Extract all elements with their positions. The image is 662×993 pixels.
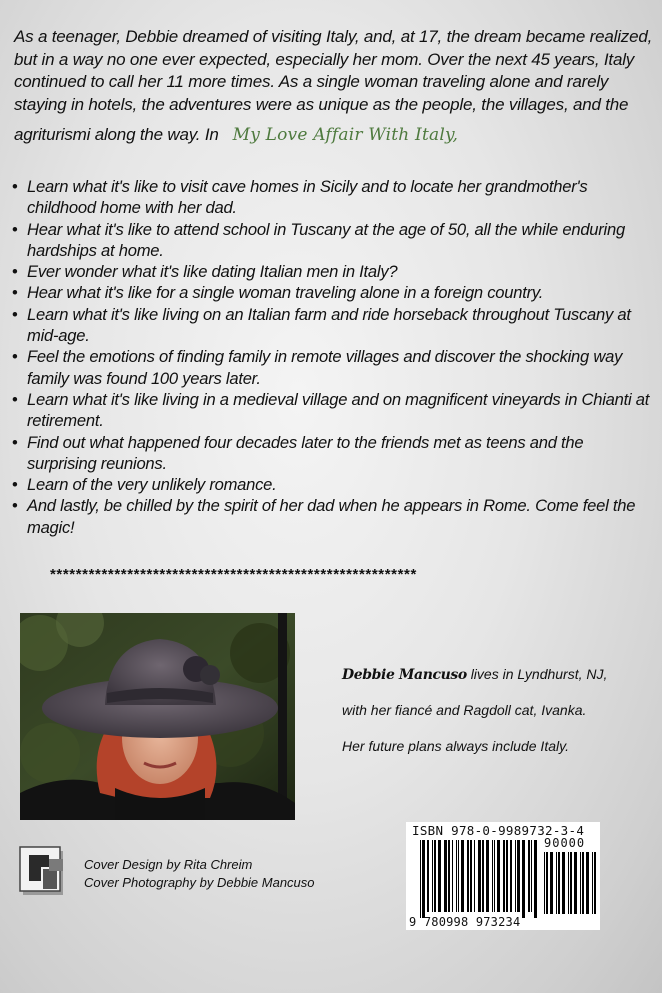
barcode-bar [522, 840, 525, 918]
barcode-bar [434, 840, 436, 912]
barcode-bar [474, 840, 475, 912]
barcode-addon-digits: 90000 [544, 836, 586, 850]
barcode-bar [456, 840, 457, 912]
barcode-bar [580, 852, 581, 914]
isbn-barcode [406, 822, 600, 930]
barcode-bar [438, 840, 441, 912]
barcode-bar [458, 840, 459, 912]
publisher-logo-icon [19, 841, 75, 897]
bullet-item: • Find out what happened four decades later to the friends met as teens and the surprising reunions. [12, 432, 652, 475]
bullet-item: • Feel the emotions of finding family in remote villages and discover the shocking way family was found 100 years later. [12, 346, 652, 389]
barcode-bar [422, 840, 425, 918]
barcode-bar [470, 840, 472, 912]
cover-photo-credit: Cover Photography by Debbie Mancuso [84, 875, 315, 890]
barcode-bar [420, 840, 421, 918]
barcode-bar [528, 840, 530, 912]
blurb-title-line [14, 124, 654, 147]
barcode-bar [503, 840, 505, 912]
blurb-line: staying in hotels, the adventures were as unique as the people, the villages, and the [14, 94, 629, 114]
barcode-bar [432, 840, 433, 912]
barcode-bar [544, 852, 545, 914]
barcode-bar [558, 852, 560, 914]
barcode-bar [444, 840, 447, 912]
bullet-item: • Hear what it's like for a single woman traveling alone in a foreign country. [12, 282, 652, 303]
barcode-bar [570, 852, 572, 914]
barcode-bar [568, 852, 569, 914]
cover-design-credit: Cover Design by Rita Chreim [84, 857, 253, 872]
bullet-item: • Learn what it's like to visit cave homes in Sicily and to locate her grandmother's childhood home with her dad. [12, 176, 652, 219]
isbn-label: ISBN 978-0-9989732-3-4 [412, 823, 585, 838]
barcode-bar [594, 852, 596, 914]
barcode-bar [574, 852, 577, 914]
barcode-bar [586, 852, 589, 914]
barcode-bar [562, 852, 565, 914]
barcode-bar [506, 840, 508, 912]
barcode-bar [461, 840, 464, 912]
barcode-bar [494, 840, 495, 912]
book-title: My Love Affair With Italy, [232, 125, 459, 145]
barcode-bar [550, 852, 553, 914]
bio-line: Her future plans always include Italy. [342, 738, 569, 754]
author-name: Debbie Mancuso [342, 667, 467, 683]
barcode-bar [486, 840, 489, 912]
barcode-bar [531, 840, 532, 912]
barcode-bar [582, 852, 584, 914]
barcode-bar [592, 852, 593, 914]
bullet-item: • Hear what it's like to attend school in Tuscany at the age of 50, all the while enduring hardships at home. [12, 219, 652, 262]
barcode-bar [515, 840, 516, 912]
barcode-bar [427, 840, 429, 912]
barcode-bar [517, 840, 520, 912]
barcode-bar [452, 840, 453, 912]
blurb-line: continued to call her 11 more times. As a single woman traveling alone and rarely [14, 72, 609, 91]
bio-line: with her fiancé and Ragdoll cat, Ivanka. [342, 702, 587, 718]
barcode-bar [510, 840, 512, 912]
bullet-item: • Ever wonder what it's like dating Italian men in Italy? [12, 261, 652, 282]
barcode-ean-digits: 9 780998 973234 [409, 915, 521, 929]
barcode-bar [478, 840, 481, 912]
barcode-bar [556, 852, 557, 914]
bullet-item: • Learn what it's like living on an Italian farm and ride horseback throughout Tuscany at mid-age. [12, 304, 652, 347]
barcode-bar [448, 840, 450, 912]
author-portrait-image [20, 613, 295, 820]
blurb-line: As a teenager, Debbie dreamed of visiting Italy, and, at 17, the dream became realized, [14, 27, 653, 46]
barcode-bar [497, 840, 500, 912]
barcode-bar [534, 840, 537, 918]
blurb-line: but in a way no one ever expected, especially her mom. Over the next 45 years, Italy [14, 49, 635, 69]
blurb-line: agriturismi along the way. In [14, 125, 219, 144]
bullet-item: • Learn what it's like living in a medieval village and on magnificent vineyards in Chianti at retirement. [12, 389, 652, 432]
barcode-bar [546, 852, 548, 914]
bio-line: lives in Lyndhurst, NJ, [470, 666, 608, 682]
author-photo [20, 613, 295, 820]
bullet-item: • And lastly, be chilled by the spirit of her dad when he appears in Rome. Come feel the magic! [12, 495, 652, 538]
bullet-item: • Learn of the very unlikely romance. [12, 474, 652, 495]
barcode-bar [467, 840, 469, 912]
asterisk-divider: ********************************************************* [50, 566, 417, 583]
back-cover-blurb [14, 26, 654, 147]
feature-bullet-list [12, 176, 652, 538]
barcode-bar [492, 840, 493, 912]
barcode-bar [482, 840, 484, 912]
cover-credits [84, 856, 315, 892]
